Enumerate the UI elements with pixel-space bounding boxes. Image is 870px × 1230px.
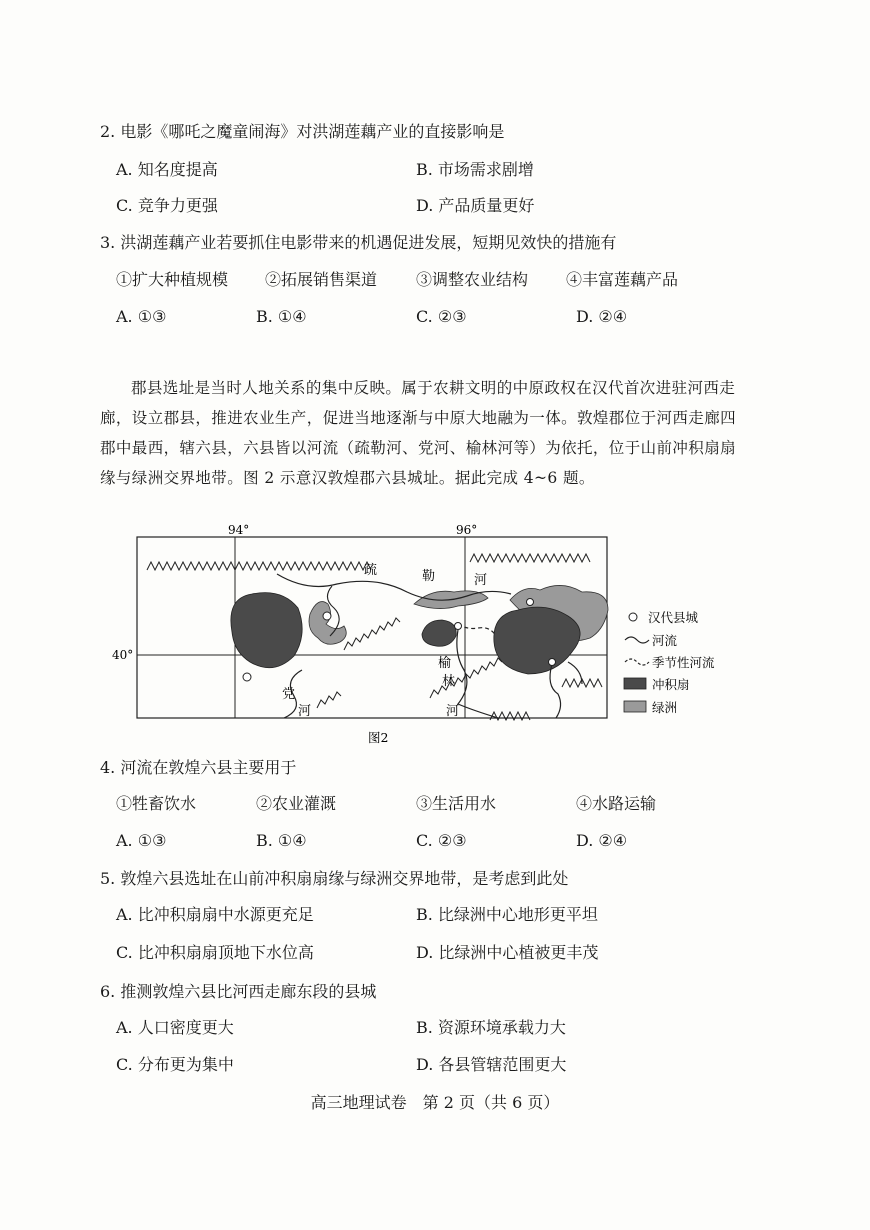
- q3-option-d: D. ②④: [576, 307, 628, 326]
- q4-item-1: ①牲畜饮水: [116, 794, 197, 813]
- oasis-shule-west: [309, 602, 346, 645]
- mountain-range-south-west: [317, 692, 341, 708]
- mountain-range-south-2: [490, 712, 530, 720]
- q4-option-c: C. ②③: [416, 831, 467, 850]
- label-he-dang: 河: [298, 704, 312, 719]
- label-he-yulin: 河: [446, 704, 460, 719]
- q4-stem: 4. 河流在敦煌六县主要用于: [100, 758, 297, 777]
- legend-seasonal-river: 季节性河流: [652, 655, 715, 670]
- county-town-5: [549, 659, 556, 666]
- q2-option-d: D. 产品质量更好: [416, 196, 535, 215]
- q5-option-d: D. 比绿洲中心植被更丰茂: [416, 943, 599, 962]
- lat-label-40: 40°: [112, 648, 134, 662]
- figure-2-map: [112, 522, 752, 747]
- q6-option-d: D. 各县管辖范围更大: [416, 1055, 567, 1074]
- legend-river: 河流: [652, 633, 678, 648]
- q3-item-2: ②拓展销售渠道: [265, 270, 378, 289]
- q5-stem: 5. 敦煌六县选址在山前冲积扇扇缘与绿洲交界地带，是考虑到此处: [100, 869, 569, 888]
- q6-option-b: B. 资源环境承载力大: [416, 1018, 566, 1037]
- county-town-4: [527, 599, 534, 606]
- legend-county-town: 汉代县城: [648, 610, 699, 625]
- q3-item-3: ③调整农业结构: [416, 270, 529, 289]
- lon-label-96: 96°: [456, 523, 478, 537]
- q4-item-3: ③生活用水: [416, 794, 497, 813]
- county-town-3: [455, 623, 462, 630]
- mountain-range-north-east: [470, 554, 590, 562]
- q6-option-a: A. 人口密度更大: [116, 1018, 234, 1037]
- q6-option-c: C. 分布更为集中: [116, 1055, 234, 1074]
- q3-item-4: ④丰富莲藕产品: [566, 270, 679, 289]
- label-yu: 榆: [438, 656, 452, 671]
- alluvial-fan-middle: [422, 620, 456, 646]
- q5-option-b: B. 比绿洲中心地形更平坦: [416, 905, 598, 924]
- q4-item-4: ④水路运输: [576, 794, 657, 813]
- q3-stem: 3. 洪湖莲藕产业若要抓住电影带来的机遇促进发展，短期见效快的措施有: [100, 233, 617, 252]
- alluvial-fan-east: [494, 607, 580, 674]
- q3-item-1: ①扩大种植规模: [116, 270, 229, 289]
- legend-oasis: 绿洲: [652, 700, 678, 715]
- county-town-1: [243, 673, 251, 681]
- q2-option-b: B. 市场需求剧增: [416, 160, 534, 179]
- q4-option-b: B. ①④: [256, 831, 307, 850]
- q6-stem: 6. 推测敦煌六县比河西走廊东段的县城: [100, 982, 377, 1001]
- label-dang: 党: [282, 687, 296, 702]
- q3-option-b: B. ①④: [256, 307, 307, 326]
- q4-option-a: A. ①③: [116, 831, 167, 850]
- mountain-range-north: [147, 562, 371, 570]
- mountain-range-middle: [344, 618, 400, 650]
- legend-oasis-icon: [624, 701, 646, 712]
- label-shu: 疏: [364, 563, 378, 578]
- lon-label-94: 94°: [228, 523, 250, 537]
- q2-stem: 2. 电影《哪吒之魔童闹海》对洪湖莲藕产业的直接影响是: [100, 122, 505, 141]
- reading-passage: [100, 373, 740, 493]
- figure-caption: 图2: [368, 730, 389, 745]
- county-town-2: [323, 612, 331, 620]
- legend-river-icon: [625, 637, 649, 643]
- legend-seasonal-river-icon: [625, 659, 649, 665]
- q5-option-c: C. 比冲积扇扇顶地下水位高: [116, 943, 314, 962]
- q4-option-d: D. ②④: [576, 831, 628, 850]
- q2-option-a: A. 知名度提高: [116, 160, 218, 179]
- label-le: 勒: [422, 569, 436, 584]
- seasonal-river: [458, 624, 496, 636]
- legend-alluvial-fan: 冲积扇: [652, 677, 690, 692]
- q2-option-c: C. 竞争力更强: [116, 196, 218, 215]
- page-footer: 高三地理试卷 第 2 页（共 6 页）: [310, 1093, 560, 1112]
- label-lin: 林: [442, 674, 456, 689]
- legend-county-town-icon: [629, 613, 637, 621]
- q5-option-a: A. 比冲积扇扇中水源更充足: [116, 905, 314, 924]
- map-legend: [624, 610, 715, 715]
- legend-alluvial-fan-icon: [624, 678, 646, 689]
- alluvial-fan-west: [231, 593, 302, 668]
- river-east-south: [550, 664, 561, 718]
- label-he-shule: 河: [474, 573, 488, 588]
- q3-option-c: C. ②③: [416, 307, 467, 326]
- q4-item-2: ②农业灌溉: [256, 794, 337, 813]
- passage-text: 郡县选址是当时人地关系的集中反映。属于农耕文明的中原政权在汉代首次进驻河西走廊，设立郡县，推进农业生产，促进当地逐渐与中原大地融为一体。敦煌郡位于河西走廊四郡中最西，辖六县，六县皆以河流（疏勒河、党河、榆林河等）为依托，位于山前冲积扇扇缘与绿洲交界地带。图 2 示意汉敦煌郡六县城址。据此完成 4~6 题。: [100, 379, 737, 487]
- q3-option-a: A. ①③: [116, 307, 167, 326]
